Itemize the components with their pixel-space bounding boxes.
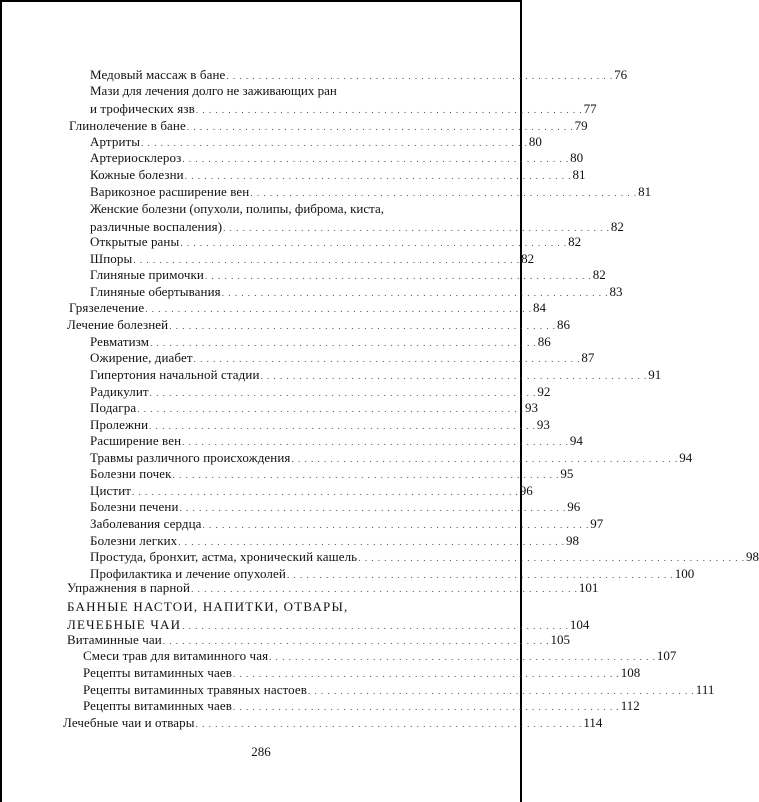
- dot-leader: . . . . . . . . . . . . . . . . . . . . . . . . . . . . . . . . . . . . . . . . . . . . . . . . . . . . . . . . . . . .: [162, 636, 550, 646]
- dot-leader: . . . . . . . . . . . . . . . . . . . . . . . . . . . . . . . . . . . . . . . . . . . . . . . . . . . . . . . . . . . .: [226, 71, 614, 81]
- toc-entry: [90, 82, 597, 118]
- dot-leader: . . . . . . . . . . . . . . . . . . . . . . . . . . . . . . . . . . . . . . . . . . . . . . . . . . . . . . . . . . . .: [182, 621, 569, 631]
- toc-entry-page: 94: [679, 450, 693, 465]
- toc-entry-title: Заболевания сердца: [90, 516, 202, 531]
- toc-entry-page: 95: [560, 466, 574, 481]
- dot-leader: . . . . . . . . . . . . . . . . . . . . . . . . . . . . . . . . . . . . . . . . . . . . . . . . . . . . . . . . . . . .: [191, 584, 578, 594]
- toc-entry-page: 101: [578, 580, 599, 595]
- toc-entry-title: Варикозное расширение вен: [90, 184, 250, 199]
- toc-entry-page: 81: [638, 184, 652, 199]
- toc-entry: [90, 266, 606, 284]
- toc-entry-title: Смеси трав для витаминного чая: [83, 648, 269, 663]
- dot-leader: . . . . . . . . . . . . . . . . . . . . . . . . . . . . . . . . . . . . . . . . . . . . . . . . . . . . . . . . . . . .: [172, 470, 560, 480]
- dot-leader: . . . . . . . . . . . . . . . . . . . . . . . . . . . . . . . . . . . . . . . . . . . . . . . . . . . . . . . . . . . .: [232, 669, 620, 679]
- toc-entry: [67, 579, 599, 597]
- dot-leader: . . . . . . . . . . . . . . . . . . . . . . . . . . . . . . . . . . . . . . . . . . . . . . . . . . . . . . . . . . . .: [202, 520, 590, 530]
- toc-entry: [90, 432, 583, 450]
- toc-entry-page: 100: [674, 566, 695, 581]
- toc-entry-page: 81: [572, 167, 586, 182]
- toc-entry-page: 82: [610, 219, 624, 234]
- dot-leader: . . . . . . . . . . . . . . . . . . . . . . . . . . . . . . . . . . . . . . . . . . . . . . . . . . . . . . . . . . . .: [204, 271, 592, 281]
- dot-leader: . . . . . . . . . . . . . . . . . . . . . . . . . . . . . . . . . . . . . . . . . . . . . . . . . . . . . . . . . . . .: [193, 354, 581, 364]
- toc-entry-title: Глиняные примочки: [90, 267, 204, 282]
- toc-entry: [90, 149, 584, 167]
- toc-entry-title: Лечебные чаи и отвары: [63, 715, 195, 730]
- toc-entry: [90, 200, 624, 236]
- toc-entry: [90, 399, 538, 417]
- dot-leader: . . . . . . . . . . . . . . . . . . . . . . . . . . . . . . . . . . . . . . . . . . . . . . . . . . . . . . . . . . . .: [250, 188, 638, 198]
- toc-entry-title: Лечение болезней: [67, 317, 169, 332]
- toc-entry-page: 80: [570, 150, 584, 165]
- toc-entry-title: Простуда, бронхит, астма, хронический кашель: [90, 549, 358, 564]
- dot-leader: . . . . . . . . . . . . . . . . . . . . . . . . . . . . . . . . . . . . . . . . . . . . . . . . . . . . . . . . . . . .: [133, 255, 521, 265]
- dot-leader: . . . . . . . . . . . . . . . . . . . . . . . . . . . . . . . . . . . . . . . . . . . . . . . . . . . . . . . . . . . .: [221, 288, 609, 298]
- toc-entry-page: 105: [550, 632, 571, 647]
- toc-entry-title: Подагра: [90, 400, 137, 415]
- toc-entry-page: 82: [592, 267, 606, 282]
- toc-entry-page: 111: [695, 682, 715, 697]
- toc-entry-title: Кожные болезни: [90, 167, 184, 182]
- toc-entry: [90, 349, 595, 367]
- toc-entry: [83, 664, 641, 682]
- toc-entry: [90, 498, 581, 516]
- toc-entry-page: 98: [566, 533, 580, 548]
- toc-entry-title: Ожирение, диабет: [90, 350, 193, 365]
- toc-entry-page: 104: [569, 617, 590, 632]
- dot-leader: . . . . . . . . . . . . . . . . . . . . . . . . . . . . . . . . . . . . . . . . . . . . . . . . . . . . . . . . . . . .: [269, 652, 656, 662]
- toc-entry-page: 112: [620, 698, 640, 713]
- dot-leader: . . . . . . . . . . . . . . . . . . . . . . . . . . . . . . . . . . . . . . . . . . . . . . . . . . . . . . . . . . . .: [132, 487, 519, 497]
- toc-entry-page: 108: [620, 665, 641, 680]
- dot-leader: . . . . . . . . . . . . . . . . . . . . . . . . . . . . . . . . . . . . . . . . . . . . . . . . . . . . . . . . . . . .: [182, 154, 570, 164]
- toc-entry-page: 79: [574, 118, 588, 133]
- toc-entry-page: 114: [583, 715, 603, 730]
- dot-leader: . . . . . . . . . . . . . . . . . . . . . . . . . . . . . . . . . . . . . . . . . . . . . . . . . . . . . . . . . . . .: [141, 138, 528, 148]
- toc-entry-title: Болезни почек: [90, 466, 172, 481]
- toc-entry-page: 92: [537, 384, 551, 399]
- toc-entry-title: Гипертония начальной стадии: [90, 367, 260, 382]
- toc-entry: [83, 697, 640, 715]
- toc-entry-page: 84: [532, 300, 546, 315]
- toc-entry-title: Шпоры: [90, 251, 133, 266]
- toc-entry-page: 77: [583, 101, 597, 116]
- toc-entry-title: Медовый массаж в бане: [90, 67, 226, 82]
- toc-entry: [67, 316, 570, 334]
- toc-entry-title: ЛЕЧЕБНЫЕ ЧАИ: [67, 617, 182, 632]
- toc-entry-title: Болезни легких: [90, 533, 178, 548]
- toc-entry-title: различные воспаления): [90, 219, 223, 234]
- toc-entry-title: Пролежни: [90, 417, 149, 432]
- toc-entry-title: БАННЫЕ НАСТОИ, НАПИТКИ, ОТВАРЫ,: [67, 599, 349, 614]
- toc-entry: [67, 598, 590, 634]
- toc-entry-page: 76: [614, 67, 628, 82]
- toc-entry-title: Радикулит: [90, 384, 149, 399]
- toc-entry: [90, 465, 574, 483]
- dot-leader: . . . . . . . . . . . . . . . . . . . . . . . . . . . . . . . . . . . . . . . . . . . . . . . . . . . . . . . . . . . .: [186, 122, 574, 132]
- toc-entry-title: Ревматизм: [90, 334, 150, 349]
- dot-leader: . . . . . . . . . . . . . . . . . . . . . . . . . . . . . . . . . . . . . . . . . . . . . . . . . . . . . . . . . . . .: [195, 719, 583, 729]
- toc-entry-title: Глинолечение в бане: [69, 118, 186, 133]
- toc-entry-title: Витаминные чаи: [67, 632, 162, 647]
- toc-entry: [63, 714, 603, 732]
- toc-entry-page: 107: [656, 648, 677, 663]
- toc-entry-title: Глиняные обертывания: [90, 284, 221, 299]
- toc-entry-title: Артериосклероз: [90, 150, 182, 165]
- toc-entry: [83, 647, 677, 665]
- toc-entry: [90, 366, 662, 384]
- toc-entry-title: Цистит: [90, 483, 132, 498]
- toc-entry-page: 86: [537, 334, 551, 349]
- toc-entry-title: Рецепты витаминных травяных настоев: [83, 682, 308, 697]
- toc-entry-page: 93: [536, 417, 550, 432]
- toc-entry: [90, 166, 586, 184]
- dot-leader: . . . . . . . . . . . . . . . . . . . . . . . . . . . . . . . . . . . . . . . . . . . . . . . . . . . . . . . . . . . .: [358, 553, 745, 563]
- toc-entry-title: Профилактика и лечение опухолей: [90, 566, 286, 581]
- toc-entry-page: 80: [528, 134, 542, 149]
- dot-leader: . . . . . . . . . . . . . . . . . . . . . . . . . . . . . . . . . . . . . . . . . . . . . . . . . . . . . . . . . . . .: [291, 454, 679, 464]
- dot-leader: . . . . . . . . . . . . . . . . . . . . . . . . . . . . . . . . . . . . . . . . . . . . . . . . . . . . . . . . . . . .: [308, 686, 695, 696]
- toc-entry-page: 82: [521, 251, 535, 266]
- dot-leader: . . . . . . . . . . . . . . . . . . . . . . . . . . . . . . . . . . . . . . . . . . . . . . . . . . . . . . . . . . . .: [182, 437, 569, 447]
- toc-entry-title: Рецепты витаминных чаев: [83, 698, 232, 713]
- toc-entry-title: Женские болезни (опухоли, полипы, фиброма, киста,: [90, 201, 384, 216]
- dot-leader: . . . . . . . . . . . . . . . . . . . . . . . . . . . . . . . . . . . . . . . . . . . . . . . . . . . . . . . . . . . .: [169, 321, 556, 331]
- toc-entry: [69, 299, 546, 317]
- toc-entry-title: и трофических язв: [90, 101, 195, 116]
- dot-leader: . . . . . . . . . . . . . . . . . . . . . . . . . . . . . . . . . . . . . . . . . . . . . . . . . . . . . . . . . . . .: [180, 238, 568, 248]
- dot-leader: . . . . . . . . . . . . . . . . . . . . . . . . . . . . . . . . . . . . . . . . . . . . . . . . . . . . . . . . . . . .: [178, 537, 566, 547]
- toc-entry-page: 98: [745, 549, 759, 564]
- toc-entry-page: 86: [556, 317, 570, 332]
- toc-entry-title: Расширение вен: [90, 433, 182, 448]
- dot-leader: . . . . . . . . . . . . . . . . . . . . . . . . . . . . . . . . . . . . . . . . . . . . . . . . . . . . . . . . . . . .: [150, 338, 537, 348]
- toc-entry-title: Рецепты витаминных чаев: [83, 665, 232, 680]
- toc-entry-title: Болезни печени: [90, 499, 179, 514]
- dot-leader: . . . . . . . . . . . . . . . . . . . . . . . . . . . . . . . . . . . . . . . . . . . . . . . . . . . . . . . . . . . .: [145, 304, 532, 314]
- toc-entry-title: Мази для лечения долго не заживающих ран: [90, 83, 337, 98]
- toc-entry: [90, 233, 582, 251]
- dot-leader: . . . . . . . . . . . . . . . . . . . . . . . . . . . . . . . . . . . . . . . . . . . . . . . . . . . . . . . . . . . .: [179, 503, 567, 513]
- toc-entry-title: Упражнения в парной: [67, 580, 191, 595]
- dot-leader: . . . . . . . . . . . . . . . . . . . . . . . . . . . . . . . . . . . . . . . . . . . . . . . . . . . . . . . . . . . .: [260, 371, 648, 381]
- toc-entry-page: 93: [524, 400, 538, 415]
- toc-entry-page: 83: [609, 284, 623, 299]
- toc-entry: [90, 183, 652, 201]
- toc-entry-title: Открытые раны: [90, 234, 180, 249]
- toc-entry-title: Травмы различного происхождения: [90, 450, 291, 465]
- dot-leader: . . . . . . . . . . . . . . . . . . . . . . . . . . . . . . . . . . . . . . . . . . . . . . . . . . . . . . . . . . . .: [149, 388, 537, 398]
- toc-entry-title: Грязелечение: [69, 300, 145, 315]
- toc-entry: [90, 515, 604, 533]
- dot-leader: . . . . . . . . . . . . . . . . . . . . . . . . . . . . . . . . . . . . . . . . . . . . . . . . . . . . . . . . . . . .: [232, 702, 620, 712]
- dot-leader: . . . . . . . . . . . . . . . . . . . . . . . . . . . . . . . . . . . . . . . . . . . . . . . . . . . . . . . . . . . .: [137, 404, 524, 414]
- dot-leader: . . . . . . . . . . . . . . . . . . . . . . . . . . . . . . . . . . . . . . . . . . . . . . . . . . . . . . . . . . . .: [195, 105, 583, 115]
- toc-entry-page: 82: [568, 234, 582, 249]
- dot-leader: . . . . . . . . . . . . . . . . . . . . . . . . . . . . . . . . . . . . . . . . . . . . . . . . . . . . . . . . . . . .: [286, 570, 674, 580]
- dot-leader: . . . . . . . . . . . . . . . . . . . . . . . . . . . . . . . . . . . . . . . . . . . . . . . . . . . . . . . . . . . .: [149, 421, 536, 431]
- dot-leader: . . . . . . . . . . . . . . . . . . . . . . . . . . . . . . . . . . . . . . . . . . . . . . . . . . . . . . . . . . . .: [223, 223, 610, 233]
- toc-entry: [90, 548, 759, 566]
- dot-leader: . . . . . . . . . . . . . . . . . . . . . . . . . . . . . . . . . . . . . . . . . . . . . . . . . . . . . . . . . . . .: [184, 171, 572, 181]
- toc-entry-title: Артриты: [90, 134, 141, 149]
- toc-entry-page: 96: [567, 499, 581, 514]
- toc-entry-page: 94: [569, 433, 583, 448]
- toc-entry-page: 91: [648, 367, 662, 382]
- page-number: 286: [251, 744, 271, 759]
- toc-entry-page: 97: [590, 516, 604, 531]
- toc-entry-page: 96: [519, 483, 533, 498]
- toc-entry-page: 87: [581, 350, 595, 365]
